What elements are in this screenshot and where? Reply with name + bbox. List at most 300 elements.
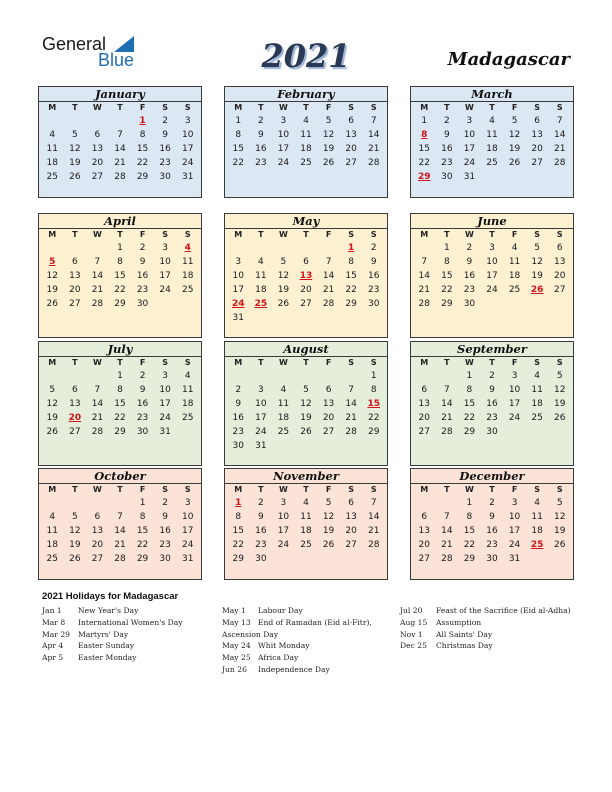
holiday-item xyxy=(42,605,183,617)
holiday-day-cell: 26 xyxy=(530,285,544,295)
month-name: January xyxy=(39,87,201,102)
day-cell: 1 xyxy=(466,498,473,508)
day-cell: 13 xyxy=(418,399,430,409)
day-cell: 9 xyxy=(257,512,264,522)
weekday-label: S xyxy=(162,103,169,112)
day-cell: 25 xyxy=(46,554,58,564)
day-cell: 3 xyxy=(511,371,518,381)
generalblue-logo xyxy=(42,34,142,74)
day-cell: 31 xyxy=(159,427,171,437)
weekday-label: S xyxy=(534,103,541,112)
weekday-label: T xyxy=(258,103,264,112)
day-cell: 29 xyxy=(114,427,126,437)
month-name: September xyxy=(411,342,573,357)
day-cell: 17 xyxy=(181,526,194,536)
empty-day-cell xyxy=(413,369,436,383)
weekday-label: T xyxy=(444,485,450,494)
day-cell: 5 xyxy=(534,243,540,253)
month-days-grid xyxy=(39,357,201,439)
day-cell: 14 xyxy=(367,130,380,140)
day-cell: 3 xyxy=(489,243,495,253)
day-cell: 1 xyxy=(466,371,473,381)
day-cell: 1 xyxy=(117,371,123,381)
month-may xyxy=(224,213,388,338)
day-cell: 19 xyxy=(300,413,312,423)
day-cell: 15 xyxy=(345,271,357,281)
day-cell: 19 xyxy=(46,285,58,295)
day-cell: 14 xyxy=(91,271,104,281)
holiday-name: Independence Day xyxy=(258,664,330,674)
day-cell: 4 xyxy=(534,498,540,508)
weekday-label: F xyxy=(139,358,146,367)
day-cell: 7 xyxy=(117,130,123,140)
holiday-date: Mar 8 xyxy=(42,617,66,627)
holiday-column xyxy=(42,605,183,664)
day-cell: 16 xyxy=(441,144,453,154)
day-cell: 17 xyxy=(463,144,476,154)
day-cell: 22 xyxy=(136,158,149,168)
month-august xyxy=(224,341,388,466)
day-cell: 16 xyxy=(255,526,267,536)
day-cell: 12 xyxy=(69,526,81,536)
weekday-label: T xyxy=(489,485,495,494)
weekday-label: S xyxy=(348,485,355,494)
day-cell: 15 xyxy=(232,526,244,536)
day-cell: 13 xyxy=(345,512,357,522)
weekday-label: W xyxy=(93,485,102,494)
weekday-label: F xyxy=(325,485,332,494)
day-cell: 17 xyxy=(232,285,244,295)
month-days-grid xyxy=(225,229,387,325)
day-cell: 16 xyxy=(159,144,171,154)
day-cell: 27 xyxy=(322,427,335,437)
day-cell: 27 xyxy=(531,158,543,168)
day-cell: 24 xyxy=(181,540,194,550)
holiday-day-cell: 13 xyxy=(299,271,313,281)
weekday-label: W xyxy=(93,230,102,239)
day-cell: 9 xyxy=(139,257,146,267)
day-cell: 6 xyxy=(94,512,101,522)
day-cell: 24 xyxy=(181,158,194,168)
month-name: May xyxy=(225,214,387,229)
day-cell: 9 xyxy=(443,130,450,140)
weekday-label: T xyxy=(444,230,450,239)
day-cell: 6 xyxy=(325,385,332,395)
day-cell: 10 xyxy=(277,512,290,522)
day-cell: 26 xyxy=(322,158,335,168)
day-cell: 8 xyxy=(235,130,242,140)
day-cell: 27 xyxy=(553,285,566,295)
holiday-day-cell: 25 xyxy=(530,540,544,550)
weekday-label: M xyxy=(48,358,57,367)
empty-day-cell xyxy=(295,241,318,255)
day-cell: 2 xyxy=(443,116,450,126)
day-cell: 9 xyxy=(235,399,242,409)
day-cell: 11 xyxy=(181,385,194,395)
day-cell: 17 xyxy=(486,271,498,281)
day-cell: 8 xyxy=(139,130,146,140)
day-cell: 1 xyxy=(139,498,146,508)
day-cell: 2 xyxy=(162,498,168,508)
day-cell: 23 xyxy=(136,413,149,423)
month-november xyxy=(224,468,388,580)
day-cell: 27 xyxy=(91,554,104,564)
day-cell: 27 xyxy=(345,158,357,168)
day-cell: 28 xyxy=(367,540,380,550)
day-cell: 10 xyxy=(159,257,171,267)
day-cell: 6 xyxy=(303,257,309,267)
day-cell: 6 xyxy=(94,130,101,140)
day-cell: 20 xyxy=(418,540,430,550)
day-cell: 12 xyxy=(553,385,566,395)
day-cell: 7 xyxy=(94,385,101,395)
holiday-day-cell: 15 xyxy=(367,399,380,409)
day-cell: 27 xyxy=(345,540,357,550)
day-cell: 18 xyxy=(46,158,58,168)
day-cell: 10 xyxy=(277,130,290,140)
day-cell: 20 xyxy=(91,158,104,168)
day-cell: 28 xyxy=(441,427,453,437)
day-cell: 13 xyxy=(418,526,430,536)
day-cell: 8 xyxy=(117,385,123,395)
month-name: February xyxy=(225,87,387,102)
holiday-item xyxy=(400,640,571,652)
day-cell: 19 xyxy=(553,526,566,536)
holiday-item xyxy=(400,605,571,617)
day-cell: 4 xyxy=(49,512,56,522)
month-name: December xyxy=(411,469,573,484)
day-cell: 2 xyxy=(489,498,495,508)
day-cell: 13 xyxy=(91,144,104,154)
day-cell: 8 xyxy=(348,257,354,267)
day-cell: 9 xyxy=(162,130,168,140)
day-cell: 12 xyxy=(322,512,335,522)
day-cell: 8 xyxy=(466,512,473,522)
day-cell: 3 xyxy=(184,498,191,508)
day-cell: 6 xyxy=(348,116,354,126)
day-cell: 22 xyxy=(114,285,126,295)
day-cell: 2 xyxy=(139,371,146,381)
month-june xyxy=(410,213,574,338)
day-cell: 27 xyxy=(91,172,104,182)
day-cell: 5 xyxy=(71,130,78,140)
weekday-label: S xyxy=(162,230,169,239)
holiday-day-cell: 1 xyxy=(235,498,242,508)
empty-day-cell xyxy=(413,496,436,510)
day-cell: 3 xyxy=(235,257,242,267)
weekday-label: T xyxy=(444,103,450,112)
day-cell: 14 xyxy=(441,399,453,409)
day-cell: 4 xyxy=(534,371,540,381)
day-cell: 20 xyxy=(322,413,335,423)
day-cell: 11 xyxy=(277,399,290,409)
holiday-name: Assumption xyxy=(436,617,482,627)
month-days-grid xyxy=(225,484,387,566)
day-cell: 20 xyxy=(345,144,357,154)
day-cell: 7 xyxy=(325,257,332,267)
day-cell: 27 xyxy=(300,299,312,309)
day-cell: 1 xyxy=(370,371,377,381)
holiday-date: Aug 15 xyxy=(400,617,428,627)
day-cell: 28 xyxy=(441,554,453,564)
day-cell: 8 xyxy=(370,385,377,395)
empty-day-cell xyxy=(86,369,109,383)
holiday-column xyxy=(222,605,372,676)
weekday-label: T xyxy=(489,230,495,239)
day-cell: 15 xyxy=(114,399,126,409)
holiday-name: Christmas Day xyxy=(436,641,493,651)
month-january xyxy=(38,86,202,198)
day-cell: 20 xyxy=(531,144,543,154)
weekday-label: S xyxy=(556,485,563,494)
day-cell: 11 xyxy=(46,144,58,154)
day-cell: 30 xyxy=(159,172,171,182)
weekday-label: T xyxy=(489,358,495,367)
day-cell: 31 xyxy=(463,172,476,182)
weekday-label: S xyxy=(348,230,355,239)
weekday-label: F xyxy=(325,103,332,112)
day-cell: 31 xyxy=(232,313,244,323)
day-cell: 29 xyxy=(114,299,126,309)
day-cell: 19 xyxy=(531,271,543,281)
holiday-day-cell: 4 xyxy=(184,243,191,253)
day-cell: 29 xyxy=(136,554,149,564)
month-name: August xyxy=(225,342,387,357)
day-cell: 21 xyxy=(553,144,566,154)
day-cell: 30 xyxy=(255,554,267,564)
holiday-item xyxy=(42,629,183,641)
holiday-day-cell: 1 xyxy=(139,116,146,126)
day-cell: 6 xyxy=(421,385,428,395)
day-cell: 7 xyxy=(348,385,354,395)
day-cell: 25 xyxy=(486,158,498,168)
day-cell: 5 xyxy=(511,116,518,126)
weekday-label: F xyxy=(139,230,146,239)
holiday-name: International Women's Day xyxy=(78,617,183,627)
holiday-item xyxy=(222,617,372,629)
weekday-label: T xyxy=(117,103,123,112)
month-july xyxy=(38,341,202,466)
day-cell: 18 xyxy=(46,540,58,550)
holiday-date: Nov 1 xyxy=(400,629,423,639)
holiday-day-cell: 5 xyxy=(49,257,56,267)
day-cell: 26 xyxy=(69,172,81,182)
day-cell: 18 xyxy=(300,526,312,536)
day-cell: 9 xyxy=(257,130,264,140)
day-cell: 6 xyxy=(71,385,78,395)
weekday-label: F xyxy=(511,230,518,239)
holiday-name: Easter Monday xyxy=(78,653,137,663)
day-cell: 16 xyxy=(159,526,171,536)
day-cell: 22 xyxy=(232,540,244,550)
day-cell: 23 xyxy=(232,427,244,437)
day-cell: 23 xyxy=(486,413,498,423)
holiday-name: Africa Day xyxy=(258,653,299,663)
weekday-label: S xyxy=(534,358,541,367)
day-cell: 16 xyxy=(232,413,244,423)
holiday-date: May 25 xyxy=(222,653,251,663)
weekday-label: M xyxy=(48,103,57,112)
weekday-label: T xyxy=(303,103,309,112)
day-cell: 8 xyxy=(466,385,473,395)
day-cell: 2 xyxy=(466,243,473,253)
empty-day-cell xyxy=(436,496,459,510)
day-cell: 3 xyxy=(162,371,168,381)
day-cell: 31 xyxy=(181,172,194,182)
day-cell: 11 xyxy=(531,512,543,522)
holiday-date: May 1 xyxy=(222,606,246,615)
day-cell: 16 xyxy=(255,144,267,154)
empty-day-cell xyxy=(250,241,273,255)
empty-day-cell xyxy=(86,114,109,128)
day-cell: 29 xyxy=(441,299,453,309)
day-cell: 15 xyxy=(114,271,126,281)
day-cell: 30 xyxy=(232,441,244,451)
month-days-grid xyxy=(39,102,201,184)
empty-day-cell xyxy=(64,369,87,383)
day-cell: 22 xyxy=(136,540,149,550)
day-cell: 23 xyxy=(255,540,267,550)
weekday-label: T xyxy=(258,230,264,239)
holiday-date: Jul 20 xyxy=(400,606,423,615)
day-cell: 30 xyxy=(159,554,171,564)
day-cell: 17 xyxy=(159,271,171,281)
day-cell: 14 xyxy=(91,399,104,409)
holiday-name: Easter Sunday xyxy=(78,641,135,651)
day-cell: 25 xyxy=(181,413,194,423)
day-cell: 20 xyxy=(345,526,357,536)
day-cell: 7 xyxy=(370,116,377,126)
holiday-item xyxy=(222,629,372,641)
empty-day-cell xyxy=(41,496,64,510)
day-cell: 21 xyxy=(322,285,335,295)
day-cell: 7 xyxy=(556,116,563,126)
day-cell: 14 xyxy=(114,144,126,154)
holiday-date: May 24 xyxy=(222,641,251,651)
day-cell: 13 xyxy=(69,399,81,409)
day-cell: 29 xyxy=(367,427,380,437)
month-name: March xyxy=(411,87,573,102)
day-cell: 15 xyxy=(136,144,149,154)
day-cell: 28 xyxy=(91,299,104,309)
weekday-label: S xyxy=(184,230,191,239)
day-cell: 16 xyxy=(136,399,149,409)
weekday-label: S xyxy=(556,103,563,112)
holiday-name: Martyrs' Day xyxy=(78,629,129,639)
day-cell: 24 xyxy=(486,285,498,295)
month-days-grid xyxy=(411,357,573,439)
weekday-label: S xyxy=(162,358,169,367)
day-cell: 26 xyxy=(277,299,290,309)
day-cell: 31 xyxy=(508,554,521,564)
day-cell: 20 xyxy=(553,271,566,281)
day-cell: 2 xyxy=(489,371,495,381)
day-cell: 10 xyxy=(508,385,521,395)
day-cell: 12 xyxy=(277,271,290,281)
weekday-label: F xyxy=(511,485,518,494)
weekday-label: W xyxy=(279,103,288,112)
day-cell: 23 xyxy=(441,158,453,168)
day-cell: 7 xyxy=(443,385,450,395)
day-cell: 12 xyxy=(46,399,58,409)
day-cell: 19 xyxy=(322,144,335,154)
day-cell: 11 xyxy=(486,130,498,140)
day-cell: 8 xyxy=(139,512,146,522)
day-cell: 14 xyxy=(418,271,430,281)
day-cell: 22 xyxy=(463,413,476,423)
day-cell: 10 xyxy=(486,257,498,267)
weekday-label: F xyxy=(139,103,146,112)
day-cell: 2 xyxy=(370,243,377,253)
weekday-label: M xyxy=(234,103,243,112)
holiday-item xyxy=(42,617,183,629)
day-cell: 19 xyxy=(69,540,81,550)
weekday-label: M xyxy=(48,485,57,494)
weekday-label: S xyxy=(348,358,355,367)
day-cell: 5 xyxy=(556,498,563,508)
day-cell: 16 xyxy=(486,399,498,409)
day-cell: 3 xyxy=(280,498,287,508)
day-cell: 26 xyxy=(508,158,521,168)
day-cell: 2 xyxy=(257,116,264,126)
day-cell: 10 xyxy=(232,271,244,281)
day-cell: 28 xyxy=(322,299,335,309)
day-cell: 14 xyxy=(367,512,380,522)
day-cell: 30 xyxy=(367,299,380,309)
weekday-label: T xyxy=(303,358,309,367)
empty-day-cell xyxy=(340,369,363,383)
day-cell: 9 xyxy=(489,512,495,522)
weekday-label: T xyxy=(258,358,264,367)
day-cell: 18 xyxy=(181,399,194,409)
day-cell: 4 xyxy=(511,243,518,253)
day-cell: 28 xyxy=(553,158,566,168)
day-cell: 2 xyxy=(139,243,146,253)
day-cell: 15 xyxy=(232,144,244,154)
weekday-label: F xyxy=(139,485,146,494)
month-name: April xyxy=(39,214,201,229)
weekday-label: M xyxy=(420,485,429,494)
day-cell: 7 xyxy=(370,498,377,508)
month-days-grid xyxy=(225,357,387,453)
day-cell: 17 xyxy=(508,526,521,536)
weekday-label: F xyxy=(511,103,518,112)
day-cell: 30 xyxy=(486,427,498,437)
holiday-item xyxy=(42,652,183,664)
day-cell: 11 xyxy=(300,512,312,522)
day-cell: 13 xyxy=(91,526,104,536)
day-cell: 5 xyxy=(303,385,309,395)
weekday-label: T xyxy=(72,485,78,494)
holiday-date: Dec 25 xyxy=(400,641,427,651)
weekday-label: W xyxy=(465,103,474,112)
holiday-item xyxy=(400,617,571,629)
weekday-label: T xyxy=(117,485,123,494)
holiday-item xyxy=(222,640,372,652)
weekday-label: T xyxy=(303,485,309,494)
weekday-label: T xyxy=(72,103,78,112)
holiday-column xyxy=(400,605,571,652)
day-cell: 9 xyxy=(466,257,473,267)
empty-day-cell xyxy=(413,241,436,255)
day-cell: 7 xyxy=(443,512,450,522)
empty-day-cell xyxy=(272,369,295,383)
day-cell: 24 xyxy=(463,158,476,168)
day-cell: 18 xyxy=(277,413,290,423)
day-cell: 23 xyxy=(463,285,476,295)
month-february xyxy=(224,86,388,198)
day-cell: 4 xyxy=(303,498,309,508)
